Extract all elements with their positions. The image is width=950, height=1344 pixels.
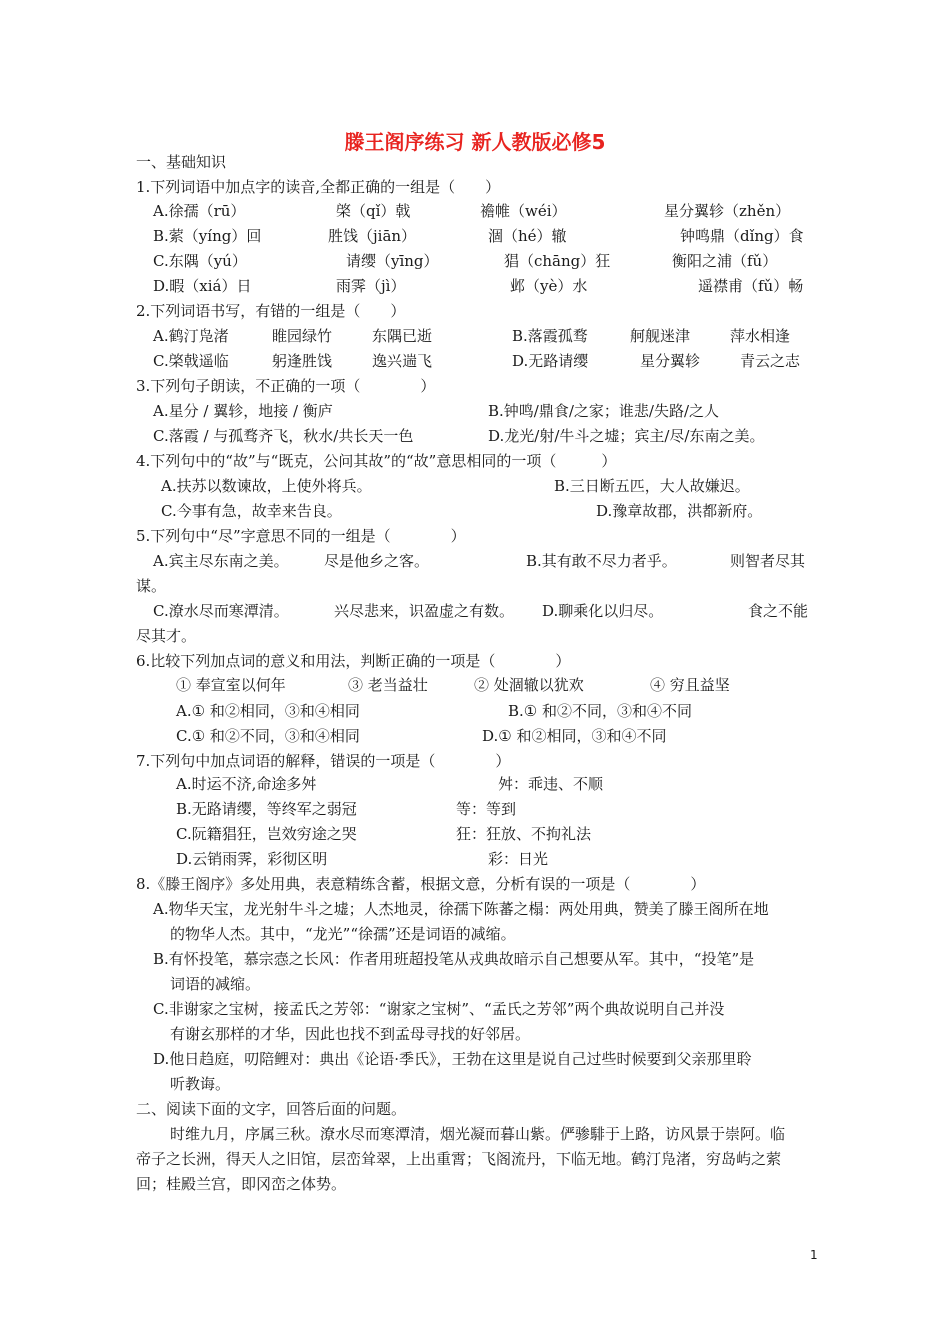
q3-option: B.钟鸣/鼎食/之家；谁悲/失路/之人 — [488, 402, 720, 420]
q6-item: ③ 老当益壮 — [348, 676, 428, 694]
q1-option: 衡阳之浦（fǔ） — [672, 252, 778, 270]
q8-option-line: 词语的减缩。 — [170, 975, 261, 993]
section-heading-1: 一、基础知识 — [136, 153, 227, 171]
q2-option: B.落霞孤骛 — [512, 327, 588, 345]
q2-option: 舸舰迷津 — [630, 327, 691, 345]
q8-option-line: 的物华人杰。其中，“龙光”“徐孺”还是词语的减缩。 — [170, 925, 516, 943]
q4-option: C.今事有急，故幸来告良。 — [161, 502, 342, 520]
q1-stem: 1.下列词语中加点字的读音,全都正确的一组是（ ） — [136, 178, 501, 196]
q8-option-line: B.有怀投笔，慕宗悫之长风：作者用班超投笔从戎典故暗示自己想要从军。其中，“投笔”是 — [153, 950, 755, 968]
q7-option: B.无路请缨，等终军之弱冠 — [176, 800, 357, 818]
passage-line: 回；桂殿兰宫，即冈峦之体势。 — [136, 1175, 347, 1193]
q5-option: 食之不能 — [748, 602, 809, 620]
q2-option: 逸兴遄飞 — [372, 352, 433, 370]
q1-option: 胜饯（jiān） — [328, 227, 417, 245]
q6-stem: 6.比较下列加点词的意义和用法，判断正确的一项是（ ） — [136, 652, 571, 670]
q8-option-line: 有谢玄那样的才华，因此也找不到孟母寻找的好邻居。 — [170, 1025, 531, 1043]
q1-option: 涸（hé）辙 — [488, 227, 567, 245]
q3-option: C.落霞 / 与孤骛齐飞，秋水/共长天一色 — [153, 427, 414, 445]
q5-option-continued: 尽其才。 — [136, 627, 197, 645]
q5-option: C.潦水尽而寒潭清。 — [153, 602, 289, 620]
q7-stem: 7.下列句中加点词语的解释，错误的一项是（ ） — [136, 752, 511, 770]
q2-option: 东隅已逝 — [372, 327, 433, 345]
q1-option: 星分翼轸（zhěn） — [664, 202, 791, 220]
q4-option: A.扶苏以数谏故，上使外将兵。 — [161, 477, 372, 495]
q1-option: 猖（chāng）狂 — [504, 252, 611, 270]
q6-option: C.① 和②不同，③和④相同 — [176, 727, 360, 745]
q2-option: 萍水相逢 — [730, 327, 791, 345]
q5-option: 尽是他乡之客。 — [324, 552, 430, 570]
page-number: 1 — [810, 1248, 818, 1262]
q8-option-line: C.非谢家之宝树，接孟氏之芳邻：“谢家之宝树”、“孟氏之芳邻”两个典故说明自己并没 — [153, 1000, 725, 1018]
q6-item: ④ 穷且益坚 — [650, 676, 730, 694]
q6-item: ① 奉宣室以何年 — [176, 676, 286, 694]
q1-option: C.东隅（yú） — [153, 252, 247, 270]
q5-option: A.宾主尽东南之美。 — [153, 552, 289, 570]
q2-option: 睢园绿竹 — [272, 327, 333, 345]
q7-explanation: 舛：乖违、不顺 — [498, 775, 604, 793]
page-title: 滕王阁序练习 新人教版必修5 — [344, 130, 606, 154]
q3-option: A.星分 / 翼轸，地接 / 衡庐 — [153, 402, 333, 420]
q1-option: B.萦（yíng）回 — [153, 227, 262, 245]
passage-line: 时维九月，序属三秋。潦水尽而寒潭清，烟光凝而暮山紫。俨骖騑于上路，访风景于崇阿。临 — [170, 1125, 786, 1143]
q1-option: 请缨（yīng） — [346, 252, 439, 270]
q8-stem: 8.《滕王阁序》多处用典，表意精练含蓄，根据文意，分析有误的一项是（ ） — [136, 875, 706, 893]
q1-option: 遥襟甫（fǔ）畅 — [698, 277, 804, 295]
q2-stem: 2.下列词语书写，有错的一组是（ ） — [136, 302, 406, 320]
q5-option: B.其有敢不尽力者乎。 — [526, 552, 677, 570]
q5-option: 兴尽悲来，识盈虚之有数。 — [334, 602, 515, 620]
q4-option: B.三日断五匹，大人故嫌迟。 — [554, 477, 750, 495]
q7-option: A.时运不济,命途多舛 — [176, 775, 317, 793]
q7-explanation: 狂：狂放、不拘礼法 — [456, 825, 592, 843]
q5-option: 则智者尽其 — [730, 552, 806, 570]
q1-option: D.暇（xiá）日 — [153, 277, 252, 295]
q1-option: A.徐孺（rū） — [153, 202, 246, 220]
q1-option: 襜帷（wéi） — [480, 202, 567, 220]
q3-option: D.龙光/射/牛斗之墟；宾主/尽/东南之美。 — [488, 427, 765, 445]
section-heading-2: 二、阅读下面的文字，回答后面的问题。 — [136, 1100, 407, 1118]
q2-option: A.鹤汀凫渚 — [153, 327, 229, 345]
q2-option: 星分翼轸 — [640, 352, 701, 370]
q7-option: D.云销雨霁，彩彻区明 — [176, 850, 328, 868]
q1-option: 雨霁（jì） — [336, 277, 406, 295]
q1-option: 钟鸣鼎（dǐng）食 — [680, 227, 804, 245]
q6-option: B.① 和②不同，③和④不同 — [508, 702, 693, 720]
q7-option: C.阮籍猖狂，岂效穷途之哭 — [176, 825, 357, 843]
q2-option: C.棨戟遥临 — [153, 352, 229, 370]
q2-option: D.无路请缨 — [512, 352, 589, 370]
q8-option-line: 听教诲。 — [170, 1075, 231, 1093]
q6-item: ② 处涸辙以犹欢 — [474, 676, 584, 694]
q2-option: 躬逢胜饯 — [272, 352, 333, 370]
q4-option: D.豫章故郡，洪都新府。 — [596, 502, 763, 520]
q8-option-line: D.他日趋庭，叨陪鲤对：典出《论语·季氏》，王勃在这里是说自己过些时候要到父亲那里聆 — [153, 1050, 752, 1068]
passage-line: 帝子之长洲，得天人之旧馆，层峦耸翠，上出重霄；飞阁流丹，下临无地。鹤汀凫渚，穷岛屿之萦 — [136, 1150, 782, 1168]
q1-option: 棨（qǐ）戟 — [336, 202, 411, 220]
q3-stem: 3.下列句子朗读，不正确的一项（ ） — [136, 377, 436, 395]
q5-option: D.聊乘化以归尽。 — [542, 602, 664, 620]
q5-option-continued: 谋。 — [136, 577, 167, 595]
q7-explanation: 彩：日光 — [488, 850, 549, 868]
q7-explanation: 等：等到 — [456, 800, 517, 818]
q4-stem: 4.下列句中的“故”与“既克，公问其故”的“故”意思相同的一项（ ） — [136, 452, 617, 470]
q2-option: 青云之志 — [740, 352, 801, 370]
q6-option: A.① 和②相同，③和④相同 — [176, 702, 360, 720]
q1-option: 邺（yè）水 — [510, 277, 588, 295]
q5-stem: 5.下列句中“尽”字意思不同的一组是（ ） — [136, 527, 466, 545]
q6-option: D.① 和②相同，③和④不同 — [482, 727, 667, 745]
q8-option-line: A.物华天宝，龙光射牛斗之墟；人杰地灵，徐孺下陈蕃之榻：两处用典，赞美了滕王阁所在地 — [153, 900, 769, 918]
